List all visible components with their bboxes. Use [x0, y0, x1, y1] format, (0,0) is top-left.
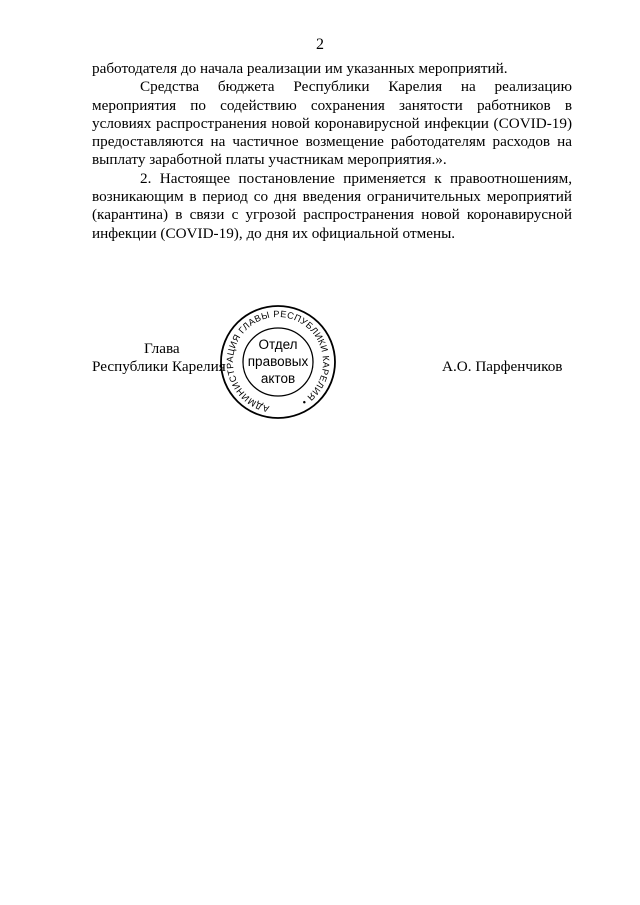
paragraph-continuation: работодателя до начала реализации им указанных мероприятий. [92, 60, 508, 77]
page-number: 2 [316, 36, 324, 53]
stamp-seal [218, 303, 338, 421]
signatory-title-line1: Глава [144, 340, 180, 357]
svg-text:АДМИНИСТРАЦИЯ ГЛАВЫ РЕСПУБЛИКИ: АДМИНИСТРАЦИЯ ГЛАВЫ РЕСПУБЛИКИ КАРЕЛИЯ • [224, 308, 332, 415]
signatory-name: А.О. Парфенчиков [442, 358, 563, 375]
paragraph-budget: Средства бюджета Республики Карелия на реализацию мероприятия по содействию сохранения занятости работников в условиях распространения новой коронавирусной инфекции (COVID-19) предоставляются на частичное возмещение работодателям расходов на выплату заработной платы участникам мероприятия.». [92, 78, 572, 169]
document-body [92, 60, 572, 243]
signatory-title-line2: Республики Карелия [92, 358, 226, 376]
stamp-line2: правовых [247, 354, 309, 369]
stamp-line1: Отдел [258, 337, 298, 352]
stamp-line3: актов [260, 371, 296, 386]
paragraph-clause-2: 2. Настоящее постановление применяется к правоотношениям, возникающим в период со дня введения ограничительных мероприятий (карантина) в связи с угрозой распространения новой коронавирусной инфекции (COVID-19), до дня их официальной отмены. [92, 169, 572, 242]
